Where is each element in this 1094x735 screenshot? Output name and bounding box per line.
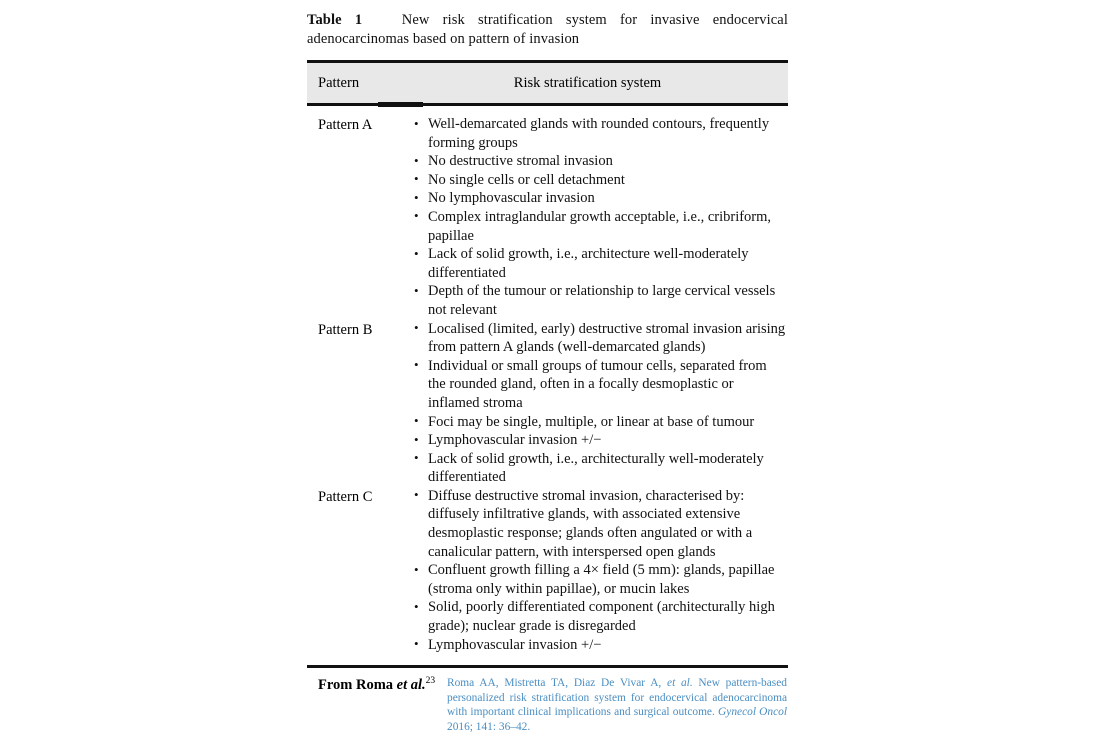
table-row	[307, 320, 788, 487]
citation-etal: et al.	[667, 677, 693, 690]
list-item: • Foci may be single, multiple, or linear at base of tumour	[414, 413, 786, 432]
row-label-pattern-a: Pattern A	[318, 117, 373, 133]
list-item: • No lymphovascular invasion	[414, 189, 786, 208]
list-item: • Lymphovascular invasion +/−	[414, 431, 786, 450]
row-label-pattern-b: Pattern B	[318, 321, 373, 338]
citation-title: New pattern-based personalized risk stratification system for endocervical adenocarcinoma with important clinical implications and surgical outcome.	[447, 677, 787, 719]
table-header-pattern: Pattern	[318, 74, 360, 91]
bullet-list-pattern-a	[414, 115, 786, 320]
row-content-pattern-c	[414, 487, 788, 654]
table-header-row	[307, 63, 788, 103]
list-item: • Lymphovascular invasion +/−	[414, 636, 786, 655]
list-item: • Lack of solid growth, i.e., architecture well-moderately differentiated	[414, 245, 786, 282]
bullet-list-pattern-b	[414, 320, 786, 487]
list-item: • Well-demarcated glands with rounded contours, frequently forming groups	[414, 115, 786, 152]
citation-journal: Gynecol Oncol	[718, 706, 787, 719]
list-item: • No destructive stromal invasion	[414, 152, 786, 171]
list-item: • Lack of solid growth, i.e., architecturally well-moderately differentiated	[414, 450, 786, 487]
table-caption-label: Table 1	[307, 12, 363, 28]
footnote-reference-number: 23	[425, 676, 436, 687]
table-row	[307, 487, 788, 654]
table-footnote	[307, 668, 788, 734]
row-content-pattern-b	[414, 320, 788, 487]
table-row	[307, 115, 788, 320]
list-item: • Individual or small groups of tumour cells, separated from the rounded gland, often in a focally desmoplastic or inflamed stroma	[414, 357, 786, 413]
table-header-risk-stratification-system: Risk stratification system	[513, 74, 662, 91]
table-body	[307, 106, 788, 654]
citation-authors: Roma AA, Mistretta TA, Diaz De Vivar A,	[447, 677, 662, 690]
footnote-source-prefix: From Roma	[318, 677, 394, 694]
table-caption	[307, 11, 788, 49]
footnote-source-label	[307, 676, 447, 694]
list-item: • Localised (limited, early) destructive stromal invasion arising from pattern A glands (well-demarcated glands)	[414, 320, 786, 357]
list-item: • No single cells or cell detachment	[414, 171, 786, 190]
list-item: • Diffuse destructive stromal invasion, characterised by: diffusely infiltrative glands, with associated extensive desmoplastic response; glands often angulated or with a canalicular pattern, with interspersed open glands	[414, 487, 786, 561]
footnote-source-italic: et al.	[396, 677, 426, 694]
list-item: • Solid, poorly differentiated component (architecturally high grade); nuclear grade is disregarded	[414, 598, 786, 635]
table-caption-spacer	[362, 12, 402, 28]
row-content-pattern-a	[414, 115, 788, 320]
table-header-bottom-rule	[307, 103, 788, 106]
list-item: • Depth of the tumour or relationship to large cervical vessels not relevant	[414, 282, 786, 319]
bullet-list-pattern-c	[414, 487, 786, 654]
table-caption-text: New risk stratification system for invasive endocervical adenocarcinomas based on pattern of invasion	[307, 12, 788, 47]
table-figure-block	[307, 0, 788, 735]
citation-details: 2016; 141: 36–42.	[447, 721, 531, 733]
table-header-rule-segment	[378, 102, 423, 107]
row-label-pattern-c: Pattern C	[318, 488, 373, 505]
risk-stratification-table	[307, 60, 788, 735]
list-item: • Confluent growth filling a 4× field (5 mm): glands, papillae (stroma only within papillae), or mucin lakes	[414, 561, 786, 598]
footnote-citation	[447, 676, 788, 734]
list-item: • Complex intraglandular growth acceptable, i.e., cribriform, papillae	[414, 208, 786, 245]
